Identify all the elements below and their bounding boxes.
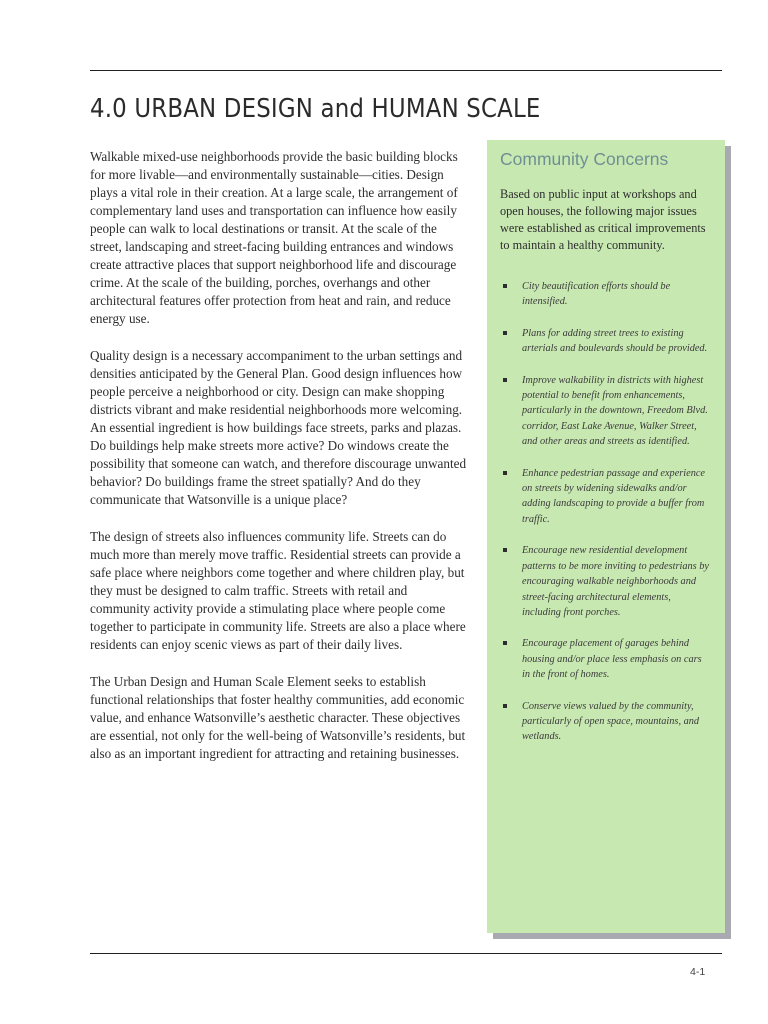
concern-text: Enhance pedestrian passage and experience on streets by widening sidewalks and/or adding landscaping to provide a buffer from traffic.: [522, 467, 706, 525]
concern-text: Plans for adding street trees to existing arterials and boulevards should be provided.: [522, 327, 708, 355]
list-item: [500, 279, 712, 310]
body-paragraph-2: Quality design is a necessary accompaniment to the urban settings and densities anticipated by the General Plan. Good design influences how people perceive a neighborhood or city. Design can make shopping districts vibrant and make residential neighborhoods more welcoming. An essential ingredient is how buildings face streets, parks and plazas. Do buildings help make streets more active? Do windows create the possibility that someone can watch, and therefore discourage unwanted behavior? Do buildings frame the street spatially? And do they communicate that Watsonville is a unique place?: [90, 348, 467, 507]
bottom-rule: [90, 953, 722, 954]
list-item: [500, 466, 712, 528]
list-item: [500, 373, 712, 450]
list-item: [500, 699, 712, 745]
body-paragraph-1: Walkable mixed-use neighborhoods provide the basic building blocks for more livable—and environmentally sustainable—cities. Design plays a vital role in their creation. At a large scale, the arrangement of complementary land uses and transportation can influence how easily people can walk to local destinations or transit. At the scale of the street, landscaping and street-facing building entrances and windows create attractive places that support neighborhood life and discourage crime. At the scale of the building, porches, overhangs and other architectural features offer protection from heat and rain, and reduce energy use.: [90, 149, 458, 326]
top-rule: [90, 70, 722, 71]
concern-text: Improve walkability in districts with highest potential to benefit from enhancements, particularly in the downtown, Freedom Blvd. corridor, East Lake Avenue, Walker Street, and other areas and streets as identified.: [522, 374, 708, 448]
concern-text: Encourage new residential development patterns to be more inviting to pedestrians by encouraging walkable neighborhoods and street-facing architectural elements, including front porches.: [522, 545, 709, 618]
square-bullet-icon: [503, 378, 507, 382]
list-item: [500, 326, 712, 357]
page-title: 4.0 URBAN DESIGN and HUMAN SCALE: [90, 94, 541, 124]
square-bullet-icon: [503, 641, 507, 645]
square-bullet-icon: [503, 548, 507, 552]
list-item: [500, 636, 712, 682]
body-paragraph-4: The Urban Design and Human Scale Element seeks to establish functional relationships that foster healthy communities, add economic value, and enhance Watsonville’s aesthetic character. These objectives are essential, not only for the well-being of Watsonville’s residents, but also as an important ingredient for attracting and retaining businesses.: [90, 674, 466, 761]
body-paragraph-3: The design of streets also influences community life. Streets can do much more than merely move traffic. Residential streets can provide a safe place where neighbors come together and where children play, but they must be designed to calm traffic. Streets with retail and community activity provide a stimulating place where people come together to participate in community life. Streets are also a place where residents can enjoy scenic views as part of their daily lives.: [90, 529, 466, 652]
concern-text: Encourage placement of garages behind housing and/or place less emphasis on cars in the front of homes.: [522, 638, 702, 681]
concern-text: Conserve views valued by the community, particularly of open space, mountains, and wetlands.: [522, 700, 700, 743]
list-item: [500, 543, 712, 620]
page-number: 4-1: [690, 966, 706, 978]
main-column: [90, 148, 470, 782]
square-bullet-icon: [503, 284, 507, 288]
concern-text: City beautification efforts should be intensified.: [522, 281, 671, 308]
square-bullet-icon: [503, 704, 507, 708]
sidebar-title: Community Concerns: [500, 149, 669, 169]
square-bullet-icon: [503, 331, 507, 335]
concern-list: [500, 279, 712, 745]
community-concerns-sidebar: [487, 140, 725, 933]
square-bullet-icon: [503, 471, 507, 475]
sidebar-intro: Based on public input at workshops and open houses, the following major issues were established as critical improvements to maintain a healthy community.: [500, 187, 706, 252]
